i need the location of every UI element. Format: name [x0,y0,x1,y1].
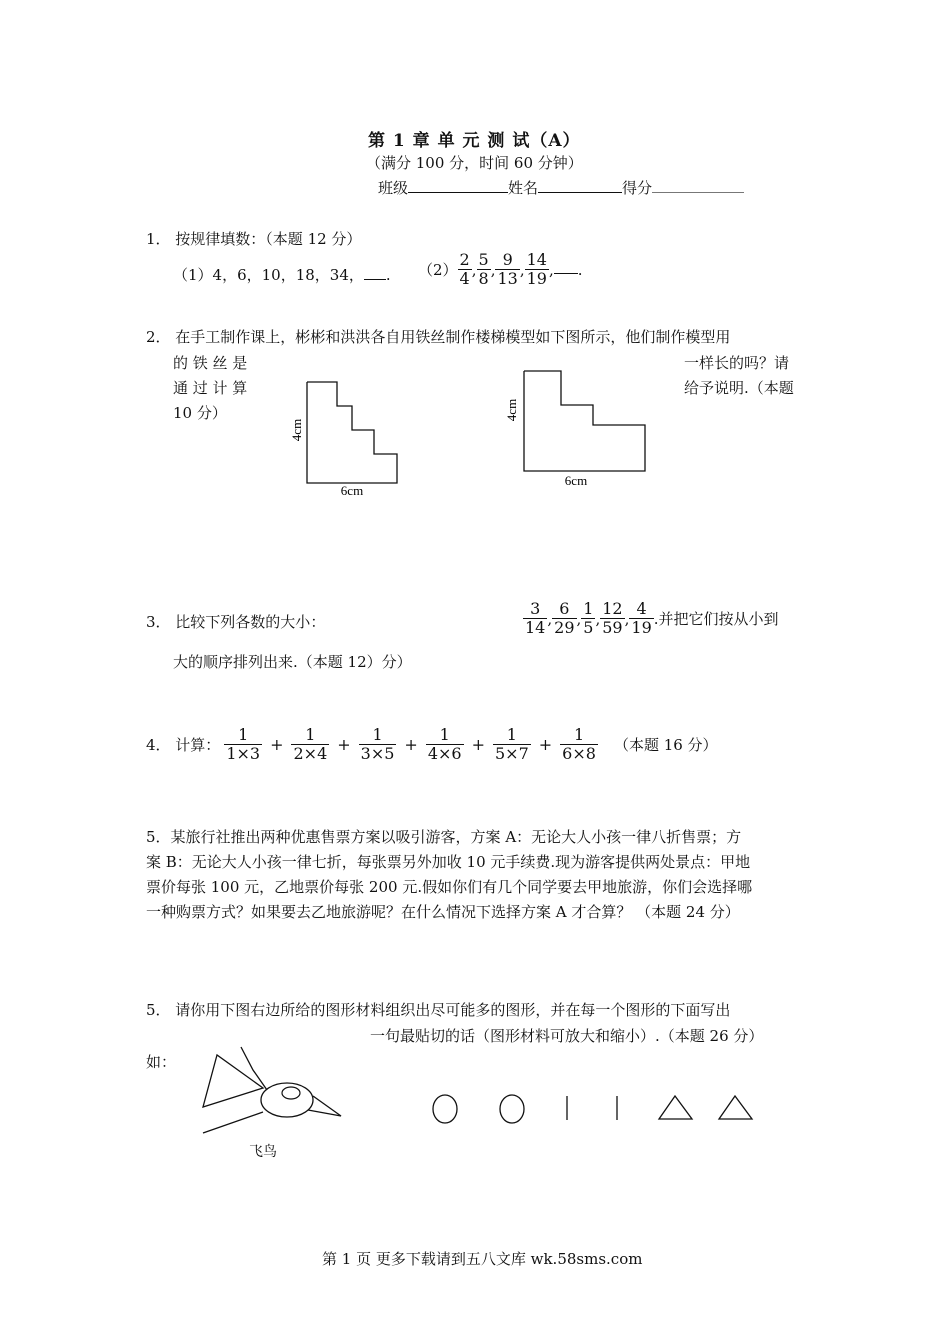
q1-part1-blank[interactable] [364,265,386,280]
q3-fraction-denominator: 19 [631,618,652,637]
q5-line3: 票价每张 100 元，乙地票价每张 200 元.假如你们有几个同学要去甲地旅游，你们会选择哪 [146,878,753,896]
q3-fraction [600,600,624,637]
q6-line2: 一句最贴切的话（图形材料可放大和缩小）.（本题 26 分） [370,1027,764,1045]
plus-operator: + [270,735,284,754]
q5-line4: 一种购票方式？如果要去乙地旅游呢？在什么情况下选择方案 A 才合算？ （本题 24 分） [146,903,740,921]
name-label: 姓名 [508,179,539,197]
shape-materials [425,1090,765,1130]
q4-term-numerator: 1 [224,726,262,745]
q2-line3-right: 给予说明.（本题 [684,379,794,397]
triangle-material-2 [719,1096,752,1119]
q5-line1: 5．某旅行社推出两种优惠售票方案以吸引游客，方案 A：无论大人小孩一律八折售票；方 [146,828,742,846]
q4-stem: 4． 计算： [146,736,221,754]
q6-example-label: 如： [146,1053,177,1071]
class-label: 班级 [378,179,409,197]
q1-fraction [495,251,519,288]
q4-points: （本题 16 分） [613,736,718,754]
bird-tail [203,1112,263,1133]
q3-fraction-numerator: 3 [523,600,547,619]
q1-part1 [173,264,391,285]
q3-tail: .并把它们按从小到 [653,610,779,628]
fig2-width-label: 6cm [564,473,588,488]
page-subtitle: （满分 100 分，时间 60 分钟） [366,154,583,172]
q2-line3-left: 通 过 计 算 [173,379,248,397]
q4-term-numerator: 1 [291,726,329,745]
q1-part2-period: . [577,260,583,279]
q4-expression [146,726,718,763]
bird-eye [282,1087,300,1099]
fig1-width-label: 6cm [340,483,364,498]
circle-material-2 [500,1095,524,1123]
q3-fraction [629,600,653,637]
q1-fraction-numerator: 5 [478,250,489,269]
q4-term-numerator: 1 [560,726,598,745]
q3-fraction-numerator: 4 [629,600,653,619]
q4-term [493,726,531,763]
bird-caption: 飞鸟 [249,1144,277,1160]
q4-term [359,726,397,763]
q1-fraction-numerator: 2 [459,250,470,269]
q2-line2-left: 的 铁 丝 是 [173,354,248,372]
q1-fraction-denominator: 19 [526,269,547,288]
q4-term-denominator: 6×8 [562,744,596,763]
q2-line4-left: 10 分） [173,404,227,422]
q6-line1: 5． 请你用下图右边所给的图形材料组织出尽可能多的图形，并在每一个图形的下面写出 [146,1001,731,1019]
q4-term-numerator: 1 [359,726,397,745]
q3-fraction [581,600,595,637]
info-line [378,177,744,198]
q1-fraction [458,251,472,288]
q4-term-denominator: 5×7 [495,744,529,763]
q3-fraction [552,600,576,637]
bird-wing-right [241,1047,267,1090]
q5-line2: 案 B：无论大人小孩一律七折，每张票另外加收 10 元手续费.现为游客提供两处景点：甲地 [146,853,751,871]
q1-part2-label: （2） [418,261,458,279]
q1-part1-period: . [385,266,391,284]
q4-term [426,726,464,763]
q1-fraction-numerator: 9 [495,251,519,270]
q3-fraction-denominator: 59 [602,618,623,637]
q4-term-denominator: 3×5 [360,744,395,763]
q3-fraction-numerator: 12 [602,599,623,618]
plus-operator: + [404,735,418,754]
q4-term-denominator: 1×3 [226,744,261,763]
q3-fraction [523,600,547,637]
q4-term-numerator: 1 [426,726,464,745]
q1-fraction-numerator: 14 [526,250,547,269]
name-blank[interactable] [538,178,622,193]
q1-part2: （2） $\frac{2}{4}$ , $\frac{5}{8}$ , $\frac{9}{13}$ , $\frac{14}{19}$ , . [418,250,583,288]
class-blank[interactable] [408,178,508,193]
plus-operator: + [337,735,351,754]
q3-fraction-numerator: 6 [552,600,576,619]
q4-term-denominator: 2×4 [293,744,328,763]
q1-fraction-denominator: 8 [478,269,489,288]
q3-fractions: $\frac{3}{14}$ , $\frac{6}{29}$ , $\frac{1}{5}$ , $\frac{12}{59}$ , $\frac{4}{19}$ .并把它们按从小到 [525,599,779,637]
q4-term-denominator: 4×6 [427,744,462,763]
q3-line2: 大的顺序排列出来.（本题 12）分） [173,653,412,671]
q3-fraction-numerator: 1 [583,599,594,618]
q1-stem: 1． 按规律填数：（本题 12 分） [146,230,362,248]
triangle-material-1 [659,1096,692,1119]
circle-material-1 [433,1095,457,1123]
q4-term [224,726,262,763]
q1-fraction [525,251,549,288]
q3-stem: 3． 比较下列各数的大小： [146,613,326,631]
page-footer: 第 1 页 更多下载请到五八文库 wk.58sms.com [322,1250,643,1268]
q3-fraction-denominator: 5 [583,618,594,637]
q3-fraction-denominator: 29 [554,618,575,637]
q1-part1-sequence: （1）4，6，10，18，34， [173,266,364,284]
q1-fraction-denominator: 4 [459,269,470,288]
q1-fraction [477,251,491,288]
q1-part2-blank[interactable] [554,259,578,274]
fig1-height-label: 4cm [289,418,304,442]
q4-term [291,726,329,763]
fig2-height-label: 4cm [504,398,519,422]
staircase-figure-1 [280,370,440,505]
score-label: 得分 [622,179,653,197]
q1-fraction-denominator: 13 [497,269,518,288]
q4-term-numerator: 1 [493,726,531,745]
bird-wing-left [203,1055,263,1107]
q2-line2-right: 一样长的吗？请 [684,354,790,372]
page-title: 第 1 章 单 元 测 试（A） [368,131,581,151]
score-blank[interactable] [652,178,744,193]
q3-fraction-denominator: 14 [525,618,546,637]
plus-operator: + [471,735,485,754]
staircase-figure-2 [498,362,658,492]
q2-line1: 2． 在手工制作课上，彬彬和洪洪各自用铁丝制作楼梯模型如下图所示，他们制作模型用 [146,328,731,346]
q4-term [560,726,598,763]
plus-operator: + [538,735,553,754]
